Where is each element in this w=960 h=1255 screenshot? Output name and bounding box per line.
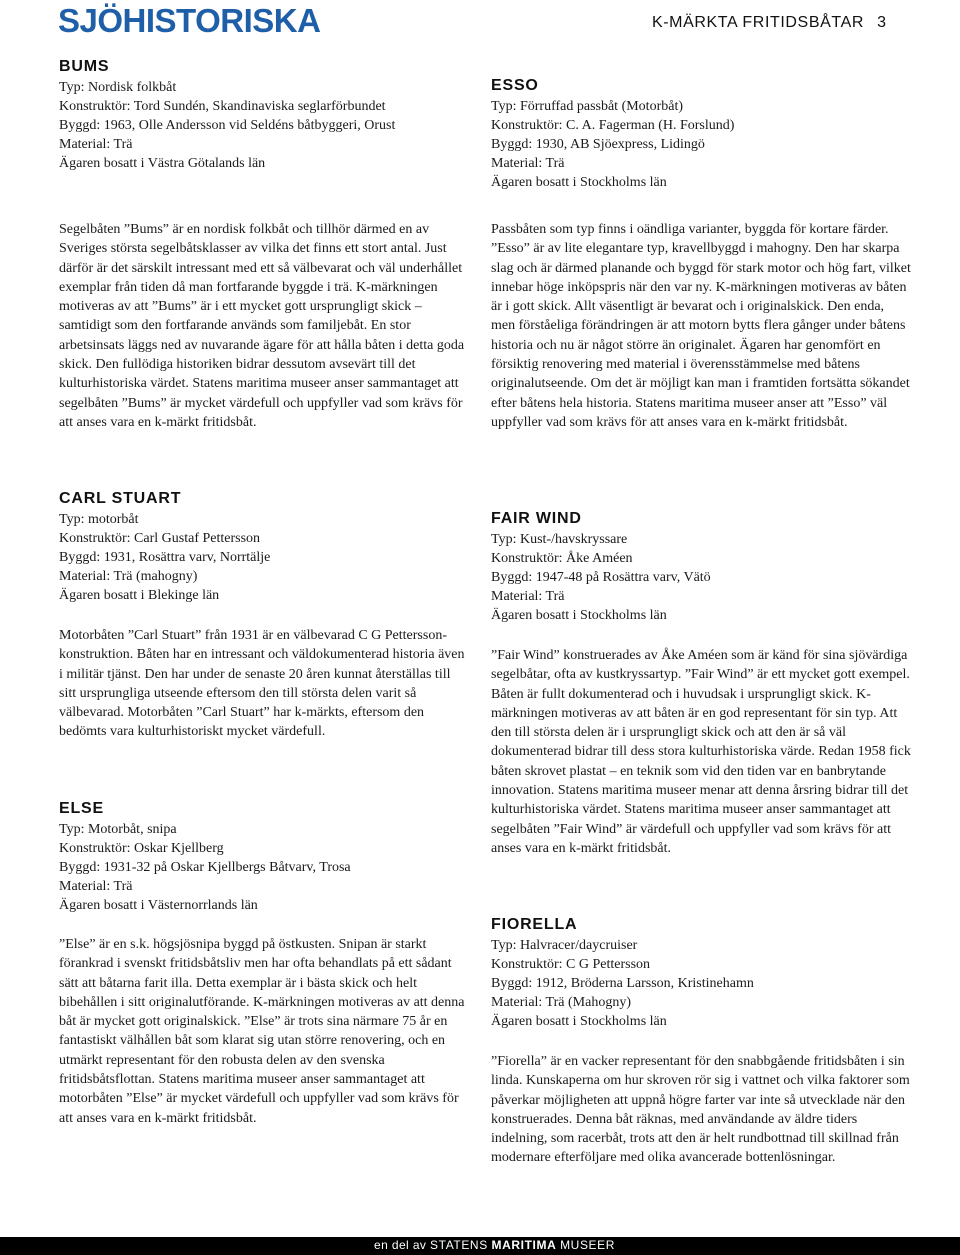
fact-designer: Konstruktör: Tord Sundén, Skandinaviska seglarförbundet bbox=[59, 99, 386, 114]
fact-material: Material: Trä bbox=[491, 156, 565, 171]
fact-owner: Ägaren bosatt i Västra Götalands län bbox=[59, 156, 266, 171]
boat-entry-carl-stuart bbox=[59, 489, 474, 605]
boat-description-fair-wind: ”Fair Wind” konstruerades av Åke Améen som är känd för sina sjövärdiga segelbåtar, ofta av kustkryssartyp. ”Fair Wind” är ett mycket gott exempel. Båten är fullt dokumenterad och i huvudsak i ursprungligt skick. K-märkningen motiveras av att båten är en god representant för sin typ. Att den till största delen är i ursprungligt skick och att den är så väl dokumenterad bidrar till dess stora kulturhistoriska värde. Redan 1958 fick båten skrovet plastat – en teknik som vid den tiden var en banbrytande innovation. Statens maritima museer menar att denna årsring bidrar till det kulturhistoriska värdet. Statens maritima museer anser sammantaget att segelbåten ”Fair Wind” är värdefull och uppfyller vad som krävs för att anses vara en k-märkt fritidsbåt. bbox=[491, 648, 911, 856]
boat-description-bums: Segelbåten ”Bums” är en nordisk folkbåt och tillhör därmed en av Sveriges största segelbåtsklasser av vilka det finns ett stort antal. Just därför är det särskilt intressant med ett så välbevarat och väl underhållet exemplar från tiden då man fortfarande byggde i trä. K-märkningen motiveras av att ”Bums” är i ett mycket gott ursprungligt skick – samtidigt som den fortfarande används som familjebåt. En stor arbetsinsats läggs ned av nuvarande ägare för att hålla båten i detta goda skick. Den fullödiga historiken bidrar dessutom avsevärt till det kulturhistoriska värdet. Statens maritima museer anser sammantaget att segelbåten ”Bums” är mycket värdefull och uppfyller vad som krävs för att anses vara en k-märkt fritidsbåt. bbox=[59, 222, 465, 430]
fact-built: Byggd: 1912, Bröderna Larsson, Kristinehamn bbox=[491, 976, 754, 991]
footer-brand-museer: MUSEER bbox=[560, 1238, 616, 1252]
boat-heading: CARL STUART bbox=[59, 490, 182, 507]
fact-type: Typ: Nordisk folkbåt bbox=[59, 80, 177, 95]
page-footer bbox=[0, 1237, 960, 1255]
fact-built: Byggd: 1930, AB Sjöexpress, Lidingö bbox=[491, 137, 705, 152]
boat-facts bbox=[491, 936, 911, 1031]
boat-entry-fiorella bbox=[491, 915, 911, 1031]
footer-brand-statens: STATENS bbox=[430, 1238, 488, 1252]
boat-description-else: ”Else” är en s.k. högsjösnipa byggd på östkusten. Snipan är starkt förankrad i svenskt fritidsbåtsliv men har ofta behandlats på ett sådant sätt att båtarna farit illa. Detta exemplar är i bästa skick och helt bibehållen i sitt originalutförande. K-märkningen motiveras av att denna båt är mycket gott originalskick. ”Else” är trots sina närmare 75 år en fantastiskt välhållen båt som klarat sig utan större renovering, och en utmärkt representant för den robusta delen av den svenska fritidsbåtsflottan. Statens maritima museer anser sammantaget att motorbåten ”Else” är mycket värdefull och uppfyller vad som krävs för att anses vara en k-märkt fritidsbåt. bbox=[59, 937, 465, 1126]
boat-description-fiorella: ”Fiorella” är en vacker representant för den snabbgående fritidsbåten i sin linda. Kunskaperna om hur skroven rör sig i vattnet och vilka faktorer som påverkar möjligheten att uppnå högre farter var inte så utvecklade när den konstruerades. Denna båt räknas, med användande av äldre tiders indelning, som racerbåt, trots att den är helt rundbottnad till skillnad från modernare efterföljare med olika avancerade bottenlösningar. bbox=[491, 1054, 910, 1166]
fact-material: Material: Trä (mahogny) bbox=[59, 569, 198, 584]
fact-type: Typ: Kust-/havskryssare bbox=[491, 532, 628, 547]
fact-material: Material: Trä (Mahogny) bbox=[491, 995, 631, 1010]
fact-type: Typ: Halvracer/daycruiser bbox=[491, 938, 638, 953]
boat-heading: ESSO bbox=[491, 77, 539, 94]
fact-owner: Ägaren bosatt i Stockholms län bbox=[491, 175, 667, 190]
fact-designer: Konstruktör: Åke Améen bbox=[491, 551, 633, 566]
fact-built: Byggd: 1963, Olle Andersson vid Seldéns båtbyggeri, Orust bbox=[59, 118, 396, 133]
footer-credit bbox=[374, 1238, 615, 1252]
boat-facts bbox=[491, 97, 911, 192]
boat-description-esso: Passbåten som typ finns i oändliga varianter, byggda för kortare färder. ”Esso” är av lite elegantare typ, kravellbyggd i mahogny. Den har skarpa slag och är därmed planande och byggd för stark motor och hög fart, vilket innebar höge inköpspris när den var ny. K-märkningen motiveras av båten är i gott skick. Allt väsentligt är bevarat och i originalskick. Den enda, men förståeliga förändringen är att motorn bytts flera gånger under båtens historia och nu är något större än originalet. Ägaren har genomfört en försiktig renovering med material i överensstämmelse med båtens originalutseende. Om det är möjligt kan man i framtiden fortsätta sökandet efter båtens hela historia. Statens maritima museer anser att ”Esso” väl uppfyller vad som krävs för att anses vara en k-märkt fritidsbåt. bbox=[491, 222, 911, 430]
fact-designer: Konstruktör: C G Pettersson bbox=[491, 957, 651, 972]
fact-built: Byggd: 1931-32 på Oskar Kjellbergs Båtvarv, Trosa bbox=[59, 860, 351, 875]
boat-description-carl-stuart: Motorbåten ”Carl Stuart” från 1931 är en välbevarad C G Pettersson-konstruktion. Båten har en intressant och väldokumenterad historia även i militär tjänst. Den har under de senaste 20 åren kunnat återställas till sitt ursprungliga utseende eftersom den till största delen varit så välbevarad. Motorbåten ”Carl Stuart” har k-märkts, eftersom den bedömts vara kulturhistoriskt mycket värdefull. bbox=[59, 628, 465, 740]
fact-material: Material: Trä bbox=[59, 879, 133, 894]
fact-owner: Ägaren bosatt i Västernorrlands län bbox=[59, 898, 258, 913]
fact-material: Material: Trä bbox=[491, 589, 565, 604]
boat-heading: FIORELLA bbox=[491, 916, 578, 933]
fact-designer: Konstruktör: C. A. Fagerman (H. Forslund) bbox=[491, 118, 735, 133]
page-header bbox=[0, 0, 960, 50]
page-number: 3 bbox=[877, 14, 886, 31]
boat-entry-esso bbox=[491, 76, 911, 192]
fact-built: Byggd: 1947-48 på Rosättra varv, Vätö bbox=[491, 570, 711, 585]
boat-entry-bums bbox=[59, 57, 474, 173]
fact-designer: Konstruktör: Oskar Kjellberg bbox=[59, 841, 224, 856]
boat-facts bbox=[59, 510, 474, 605]
fact-built: Byggd: 1931, Rosättra varv, Norrtälje bbox=[59, 550, 271, 565]
fact-designer: Konstruktör: Carl Gustaf Pettersson bbox=[59, 531, 261, 546]
footer-brand-maritima: MARITIMA bbox=[491, 1238, 557, 1252]
fact-owner: Ägaren bosatt i Blekinge län bbox=[59, 588, 220, 603]
boat-heading: BUMS bbox=[59, 58, 110, 75]
publisher-logo: SJÖHISTORISKA bbox=[58, 2, 321, 39]
footer-prefix: en del av bbox=[374, 1238, 427, 1252]
boat-facts bbox=[59, 820, 474, 915]
boat-heading: FAIR WIND bbox=[491, 510, 582, 527]
boat-facts bbox=[59, 78, 474, 173]
fact-type: Typ: motorbåt bbox=[59, 512, 139, 527]
boat-entry-fair-wind bbox=[491, 509, 911, 625]
boat-entry-else bbox=[59, 799, 474, 915]
boat-heading: ELSE bbox=[59, 800, 104, 817]
fact-material: Material: Trä bbox=[59, 137, 133, 152]
section-title: K-MÄRKTA FRITIDSBÅTAR bbox=[651, 14, 864, 31]
fact-type: Typ: Motorbåt, snipa bbox=[59, 822, 177, 837]
fact-owner: Ägaren bosatt i Stockholms län bbox=[491, 1014, 667, 1029]
fact-type: Typ: Förruffad passbåt (Motorbåt) bbox=[491, 99, 684, 114]
fact-owner: Ägaren bosatt i Stockholms län bbox=[491, 608, 667, 623]
boat-facts bbox=[491, 530, 911, 625]
